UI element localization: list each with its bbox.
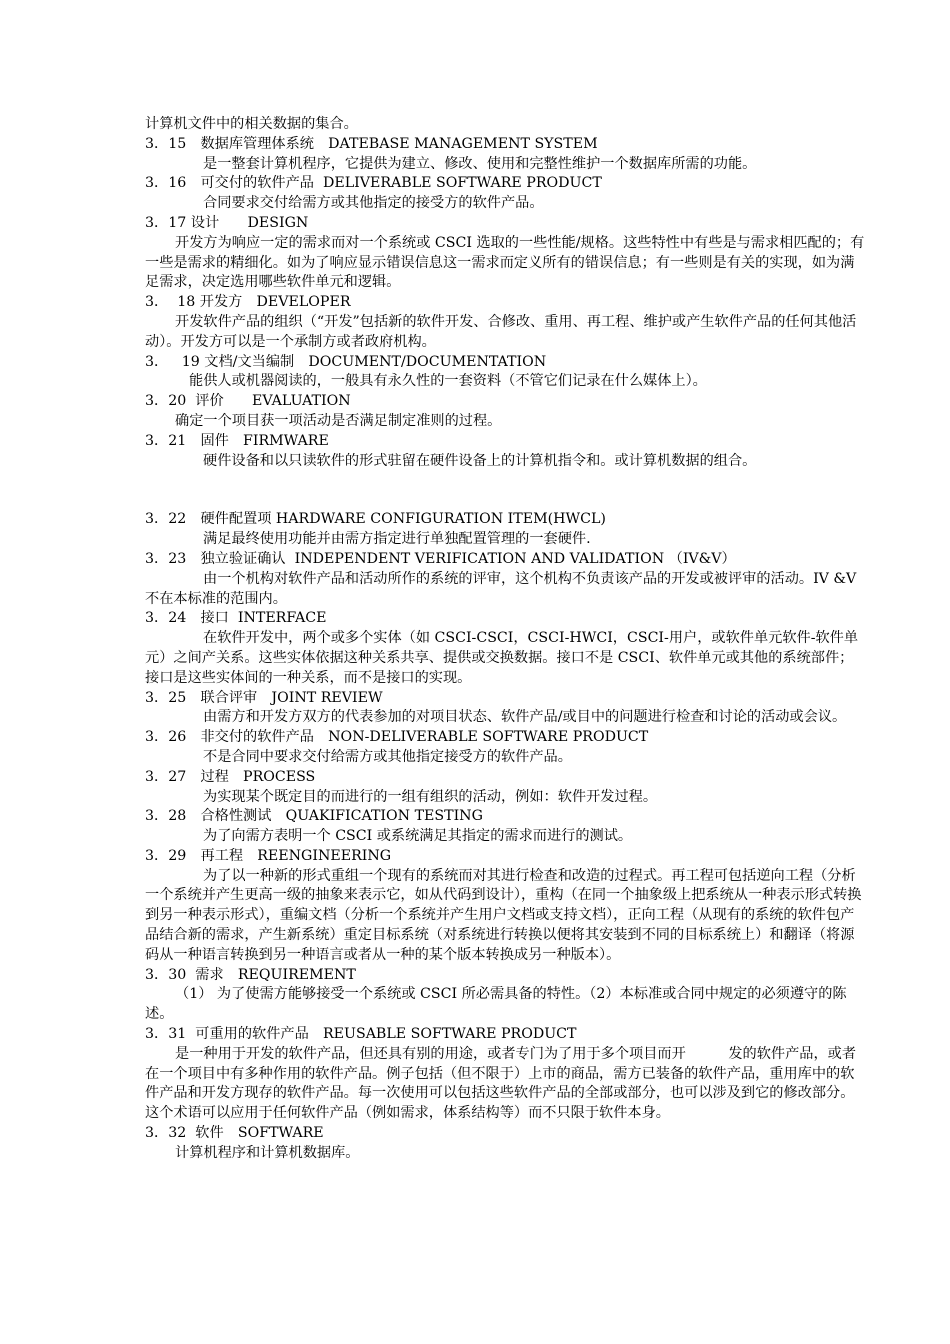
section-heading: 3．16 可交付的软件产品 DELIVERABLE SOFTWARE PRODUCT	[145, 175, 602, 192]
definition-text: 为了向需方表明一个 CSCI 或系统满足其指定的需求而进行的测试。	[203, 828, 633, 845]
section-heading: 3．20 评价 EVALUATION	[145, 393, 351, 410]
section-heading: 3．24 接口 INTERFACE	[145, 610, 327, 627]
blank-space	[145, 471, 865, 510]
definition-text: 开发软件产品的组织（“开发”包括新的软件开发、合修改、重用、再工程、维护或产生软件产品的任何其他活动）。开发方可以是一个承制方或者政府机构。	[145, 313, 857, 350]
definition-text: 为了以一种新的形式重组一个现有的系统而对其进行检查和改造的过程式。再工程可包括逆向工程（分析一个系统并产生更高一级的抽象来表示它，如从代码到设计），重构（在同一个抽象级上把系统从一种表示形式转换到另一种表示形式），重编文档（分析一个系统并产生用户文档或支持文档），正向工程（从现有的系统的软件包产品结合新的需求，产生新系统）重定目标系统（对系统进行转换以便将其安装到不同的目标系统上）和翻译（将源码从一种语言转换到另一种语言或者从一种的某个版本转换成另一种版本）。	[145, 867, 862, 963]
definition-text: 是一整套计算机程序，它提供为建立、修改、使用和完整性维护一个数据库所需的功能。	[203, 155, 757, 172]
definition-text: 在软件开发中，两个或多个实体（如 CSCI-CSCI，CSCI-HWCI，CSCI-用户，或软件单元软件-软件单元）之间产关系。这些实体依据这种关系共享、提供或交换数据。接口不是 CSCI、软件单元或其他的系统部件；接口是这些实体间的一种关系，而不是接口的实现。	[145, 630, 859, 686]
section-heading: 3．17 设计 DESIGN	[145, 214, 309, 231]
section-heading: 3．15 数据库管理体系统 DATEBASE MANAGEMENT SYSTEM	[145, 135, 598, 152]
definition-text: 合同要求交付给需方或其他指定的接受方的软件产品。	[203, 195, 544, 212]
definition-text: 计算机程序和计算机数据库。	[175, 1144, 360, 1161]
section-heading: 3．32 软件 SOFTWARE	[145, 1125, 324, 1142]
section-heading: 3．27 过程 PROCESS	[145, 768, 316, 785]
definition-text: 由需方和开发方双方的代表参加的对项目状态、软件产品/或目中的问题进行检查和讨论的活动或会议。	[203, 709, 847, 726]
section-heading: 3．23 独立验证确认 INDEPENDENT VERIFICATION AND VALIDATION （IV&V）	[145, 550, 736, 567]
text-line: 计算机文件中的相关数据的集合。	[145, 116, 358, 132]
definition-text: 确定一个项目获一项活动是否满足制定准则的过程。	[175, 412, 502, 429]
definition-text: 硬件设备和以只读软件的形式驻留在硬件设备上的计算机指令和。或计算机数据的组合。	[203, 452, 757, 469]
section-heading: 3．21 固件 FIRMWARE	[145, 432, 329, 449]
section-heading: 3．28 合格性测试 QUAKIFICATION TESTING	[145, 808, 483, 825]
document-page	[145, 115, 865, 1164]
definition-text: 由一个机构对软件产品和活动所作的系统的评审，这个机构不负责该产品的开发或被评审的活动。IV &V 不在本标准的范围内。	[145, 570, 861, 607]
section-heading: 3．30 需求 REQUIREMENT	[145, 966, 356, 983]
definition-text: （1） 为了使需方能够接受一个系统或 CSCI 所必需具备的特性。（2）本标准或合同中规定的必须遵守的陈述。	[145, 986, 847, 1023]
definition-text: 满足最终使用功能并由需方指定进行单独配置管理的一套硬件.	[203, 531, 591, 548]
section-heading: 3．25 联合评审 JOINT REVIEW	[145, 689, 383, 706]
definition-text: 为实现某个既定目的而进行的一组有组织的活动，例如：软件开发过程。	[203, 788, 658, 805]
section-heading: 3．31 可重用的软件产品 REUSABLE SOFTWARE PRODUCT	[145, 1026, 577, 1043]
section-heading: 3． 19 文档/文当编制 DOCUMENT/DOCUMENTATION	[145, 353, 547, 370]
section-heading: 3．26 非交付的软件产品 NON-DELIVERABLE SOFTWARE PRODUCT	[145, 729, 649, 746]
definition-text: 不是合同中要求交付给需方或其他指定接受方的软件产品。	[203, 748, 572, 765]
definition-text: 开发方为响应一定的需求而对一个系统或 CSCI 选取的一些性能/规格。这些特性中有些是与需求相匹配的；有一些是需求的精细化。如为了响应显示错误信息这一需求而定义所有的错误信息；有一些则是有关的实现，如为满足需求，决定选用哪些软件单元和逻辑。	[145, 234, 865, 291]
section-heading: 3．22 硬件配置项 HARDWARE CONFIGURATION ITEM(HWCL)	[145, 511, 606, 528]
section-heading: 3． 18 开发方 DEVELOPER	[145, 294, 351, 311]
definition-text: 是一种用于开发的软件产品，但还具有别的用途，或者专门为了用于多个项目而开 发的软件产品，或者在一个项目中有多种作用的软件产品。例子包括（但不限于）上市的商品，需方已装备的软件产品，重用库中的软件产品和开发方现存的软件产品。每一次使用可以包括这些软件产品的全部或部分，也可以涉及到它的修改部分。这个术语可以应用于任何软件产品（例如需求，体系结构等）而不只限于软件本身。	[145, 1045, 857, 1122]
definition-text: 能供人或机器阅读的，一般具有永久性的一套资料（不管它们记录在什么媒体上）。	[189, 373, 707, 390]
section-heading: 3．29 再工程 REENGINEERING	[145, 847, 392, 864]
